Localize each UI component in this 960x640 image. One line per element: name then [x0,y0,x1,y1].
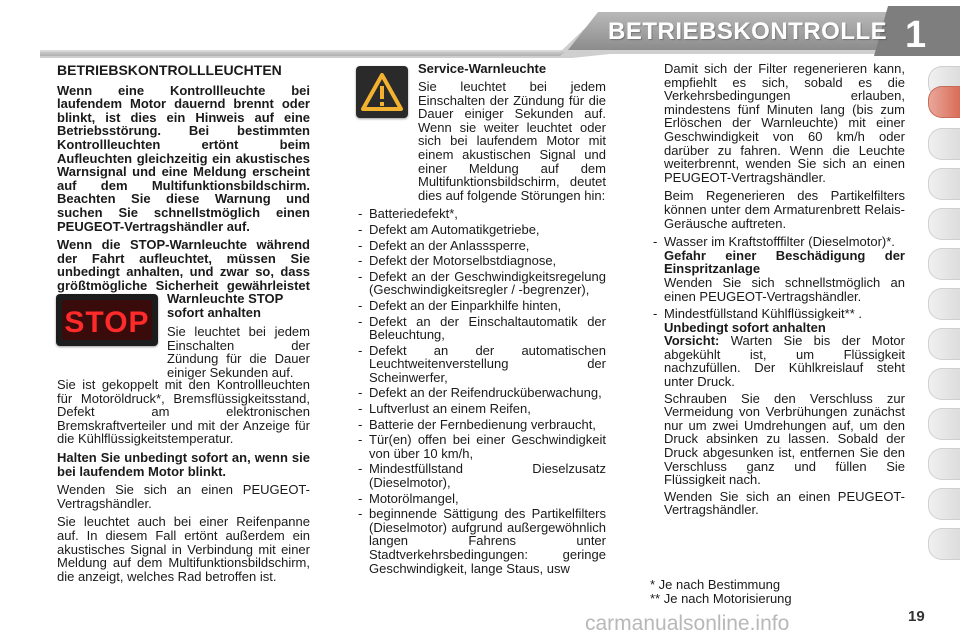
list-item: - beginnende Sättigung des Partikelfilters (Dieselmotor) aufgrund außergewöhnlich langen Fahrens unter Stadtverkehrsbedingungen: geringe Geschwindigkeit, lange Staus, usw [355,507,606,575]
coolant-level: Mindestfüllstand Kühlflüssigkeit** . [664,306,862,322]
chapter-tab[interactable] [928,168,960,200]
relay-noise-text: Beim Regenerieren des Partikelfilters können unter dem Armaturenbrett Relais-Geräusche auftreten. [664,188,905,231]
chapter-tab[interactable] [928,288,960,320]
caution-label: Vorsicht: [664,333,720,349]
stop-heading: Warnleuchte STOP sofort anhalten [167,291,284,320]
chapter-tab[interactable] [928,408,960,440]
footnote-2: ** Je nach Motorisierung [650,591,792,606]
injection-damage-advice: Wenden Sie sich schnellstmöglich an einen PEUGEOT-Vertragshändler. [664,274,905,304]
list-item [650,307,905,517]
extra-fault-list [650,235,905,517]
service-intro: Sie leuchtet bei jedem Einschalten der Zündung für die Dauer einiger Sekunden auf. Wenn sie weiter leuchtet oder sich bei laufendem Motor mit einem akustischen Signal und einer Meldung auf dem Multifunktionsbildschirm, deutet dies auf folgende Störungen hin: [418,79,606,203]
caution-text: Warten Sie bis der Motor abgekühlt ist, um Flüssigkeit nachzufüllen. Der Kühlkreislauf steht unter Druck. [664,333,905,390]
chapter-tab[interactable] [928,488,960,520]
watermark: carmanualsonline.info [585,612,790,635]
stop-icon-label: STOP [64,306,150,339]
stop-description: Sie leuchtet bei jedem Einschalten der Zündung für die Dauer einiger Sekunden auf. [167,324,310,380]
list-item: - Mindestfüllstand Dieselzusatz (Dieselmotor), [355,462,606,489]
list-item: - Tür(en) offen bei einer Geschwindigkeit von über 10 km/h, [355,433,606,460]
list-item: - Batteriedefekt*, [355,207,606,221]
list-item: - Luftverlust an einem Reifen, [355,402,606,416]
list-item: - Batterie der Fernbedienung verbraucht, [355,418,606,432]
filter-regeneration-text: Damit sich der Filter regenerieren kann, empfiehlt es sich, sobald es die Verkehrsbedingungen erlauben, mindestens fünf Minuten lang (bis zum Erlöschen der Warnleuchte) mit einer Geschwindigkeit von 60 km/h oder darüber zu fahren. Wenn die Leuchte weiterbrennt, wenden Sie sich an einen PEUGEOT-Vertragshändler. [664,61,905,185]
cap-instructions: Schrauben Sie den Verschluss zur Vermeidung von Verbrühungen zunächst nur um zwei Umdrehungen auf, um den Druck absinken zu lassen. Sobald der Druck abgesunken ist, entfernen Sie den Verschluss ganz und füllen Sie Flüssigkeit nach. [664,390,905,488]
page-header [0,0,960,58]
list-item: - Defekt am Automatikgetriebe, [355,223,606,237]
stop-immediately: Unbedingt sofort anhalten [664,319,826,335]
dealer-advice: Wenden Sie sich an einen PEUGEOT-Vertragshändler. [664,488,905,518]
column-left [57,64,310,311]
stop-text-block [167,292,310,385]
page-number: 19 [908,608,925,625]
chapter-tab[interactable] [928,248,960,280]
section-heading: BETRIEBSKONTROLLLEUCHTEN [57,62,282,78]
list-item: - Motorölmangel, [355,492,606,506]
chapter-tab-active[interactable] [928,86,960,118]
list-item: - Defekt an der automatischen Leuchtweitenverstellung der Scheinwerfer, [355,344,606,385]
stop-details-p4: Sie leuchtet auch bei einer Reifenpanne auf. In diesem Fall ertönt außerdem ein akustisches Signal in Verbindung mit einer Meldung auf dem Multifunktionsbildschirm, die anzeigt, welches Rad betroffen ist. [57,514,310,584]
chapter-tab[interactable] [928,328,960,360]
chapter-tab[interactable] [928,528,960,560]
page-title: BETRIEBSKONTROLLE [608,18,888,45]
list-item: - Defekt an der Geschwindigkeitsregelung (Geschwindigkeitsregler / -begrenzer), [355,270,606,297]
stop-warning-icon [56,294,158,346]
chapter-tab[interactable] [928,448,960,480]
chapter-tab[interactable] [928,368,960,400]
service-fault-list [355,207,606,575]
column-right [650,62,905,519]
stop-details-p3: Wenden Sie sich an einen PEUGEOT-Vertragshändler. [57,482,310,511]
list-item: - Defekt an der Einparkhilfe hinten, [355,299,606,313]
list-item [650,235,905,303]
water-in-fuel-filter: Wasser im Kraftstofffilter (Dieselmotor)*. [664,234,895,250]
column-middle [355,80,606,577]
injection-damage-warning: Gefahr einer Beschädigung der Einspritzanlage [664,247,905,277]
list-item: - Defekt an der Einschaltautomatik der Beleuchtung, [355,315,606,342]
intro-warning-text: Wenn eine Kontrollleuchte bei laufendem Motor dauernd brennt oder blinkt, ist dies ein Hinweis auf eine Betriebsstörung. Bei bestimmten Kontrollleuchten ertönt beim Aufleuchten gleichzeitig ein akustisches Warnsignal und eine Meldung erscheint auf dem Multifunktionsbildschirm. Beachten Sie diese Warnung und suchen Sie schnellstmöglich einen PEUGEOT-Vertragshändler auf. [57,82,310,234]
chapter-tab[interactable] [928,128,960,160]
stop-details-p2: Halten Sie unbedingt sofort an, wenn sie bei laufendem Motor blinkt. [57,449,310,479]
list-item: - Defekt an der Anlasssperre, [355,239,606,253]
stop-warning-intro: Wenn die STOP-Warnleuchte während der Fahrt aufleuchtet, müssen Sie unbedingt anhalten, und zwar so, dass größtmögliche Sicherheit gewährleistet [57,237,310,293]
list-item: - Defekt an der Reifendrucküberwachung, [355,386,606,400]
chapter-tab[interactable] [928,208,960,240]
footnote-1: * Je nach Bestimmung [650,577,781,592]
footnotes [650,578,792,606]
list-item: - Defekt der Motorselbstdiagnose, [355,254,606,268]
stop-details [57,378,310,588]
chapter-number: 1 [905,14,927,56]
service-heading: Service-Warnleuchte [418,61,547,76]
stop-details-p1: Sie ist gekoppelt mit den Kontrollleuchten für Motoröldruck*, Bremsflüssigkeitsstand, Defekt am elektronischen Bremskraftverteiler und mit der Anzeige für die Kühlflüssigkeitstemperatur. [57,377,310,447]
